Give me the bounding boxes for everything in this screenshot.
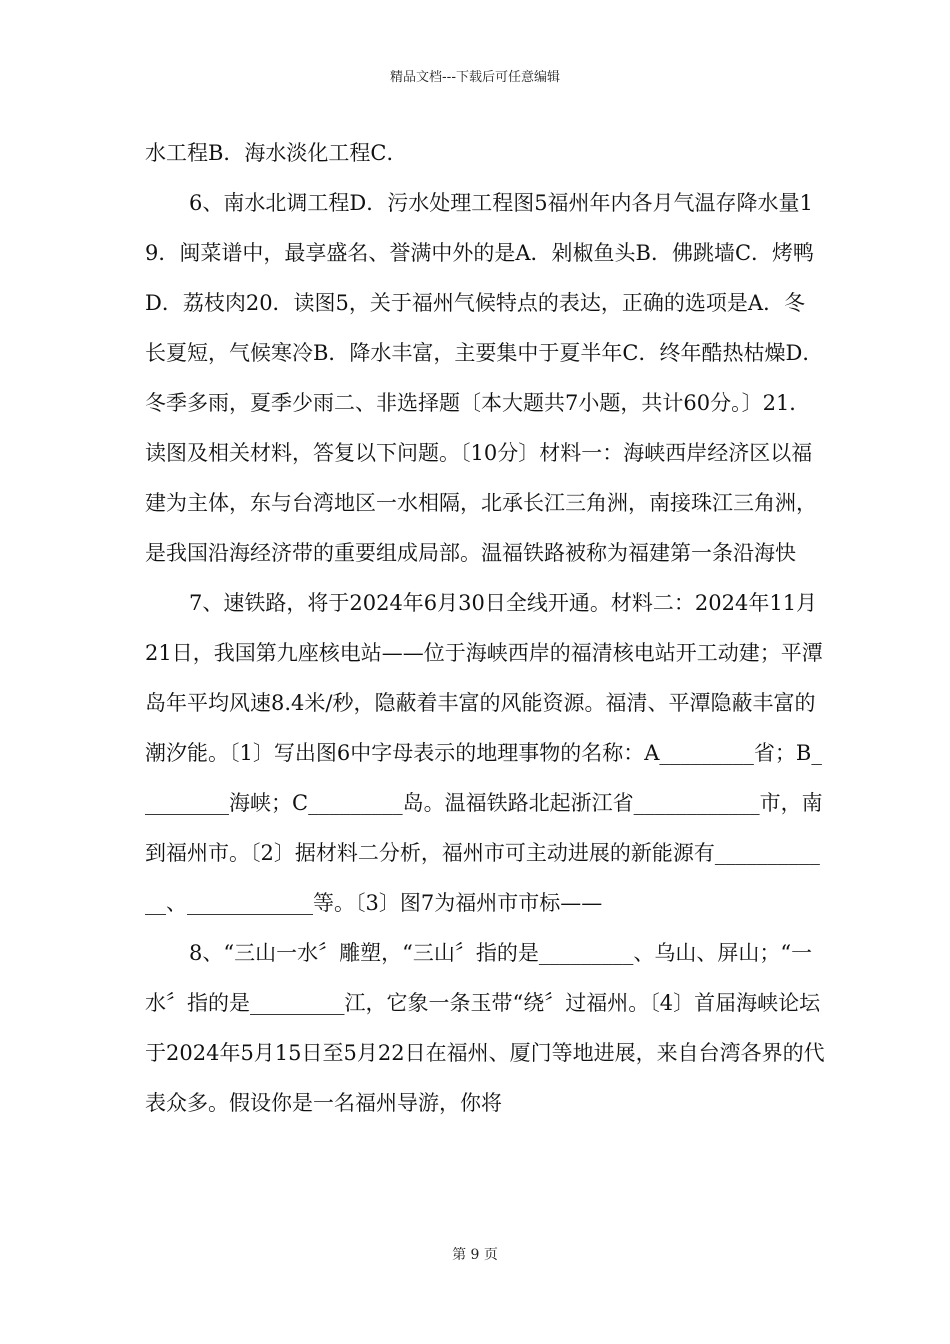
paragraph-1: 水工程B．海水淡化工程C． — [145, 141, 408, 165]
paragraph-3: 7、速铁路，将于2024年6月30日全线开通。材料二：2024年11月21日，我国第九座核电站——位于海峡西岸的福清核电站开工动建；平潭岛年平均风速8.4米/秒，隐蔽着丰富的风能资源。福清、平潭隐蔽丰富的潮汐能。〔1〕写出图6中字母表示的地理事物的名称：A_________省；B_________海峡；C_________岛。温福铁路北起浙江省____________市，南到福州市。〔2〕据材料二分析，福州市可主动进展的新能源有____________、____________等。〔3〕图7为福州市市标—— — [145, 591, 823, 915]
page-header: 精品文档---下载后可任意编辑 — [389, 70, 561, 85]
paragraph-2: 6、南水北调工程D．污水处理工程图5福州年内各月气温存降水量19．闽菜谱中，最享盛名、誉满中外的是A．剁椒鱼头B．佛跳墙C．烤鸭D．荔枝肉20．读图5，关于福州气候特点的表达，正确的选项是A．冬长夏短，气候寒冷B．降水丰富，主要集中于夏半年C．终年酷热枯燥D．冬季多雨，夏季少雨二、非选择题〔本大题共7小题，共计60分。〕21．读图及相关材料，答复以下问题。〔10分〕材料一：海峡西岸经济区以福建为主体，东与台湾地区一水相隔，北承长江三角洲，南接珠江三角洲，是我国沿海经济带的重要组成局部。温福铁路被称为福建第一条沿海快 — [145, 191, 824, 565]
document-body — [145, 128, 825, 1128]
paragraph-4: 8、“三山一水〞雕塑，“三山〞指的是_________、乌山、屏山；“一水〞指的是_________江，它象一条玉带“绕〞过福州。〔4〕首届海峡论坛于2024年5月15日至5月22日在福州、厦门等地进展，来自台湾各界的代表众多。假设你是一名福州导游，你将 — [145, 941, 825, 1115]
page-footer: 第 9 页 — [452, 1247, 498, 1263]
